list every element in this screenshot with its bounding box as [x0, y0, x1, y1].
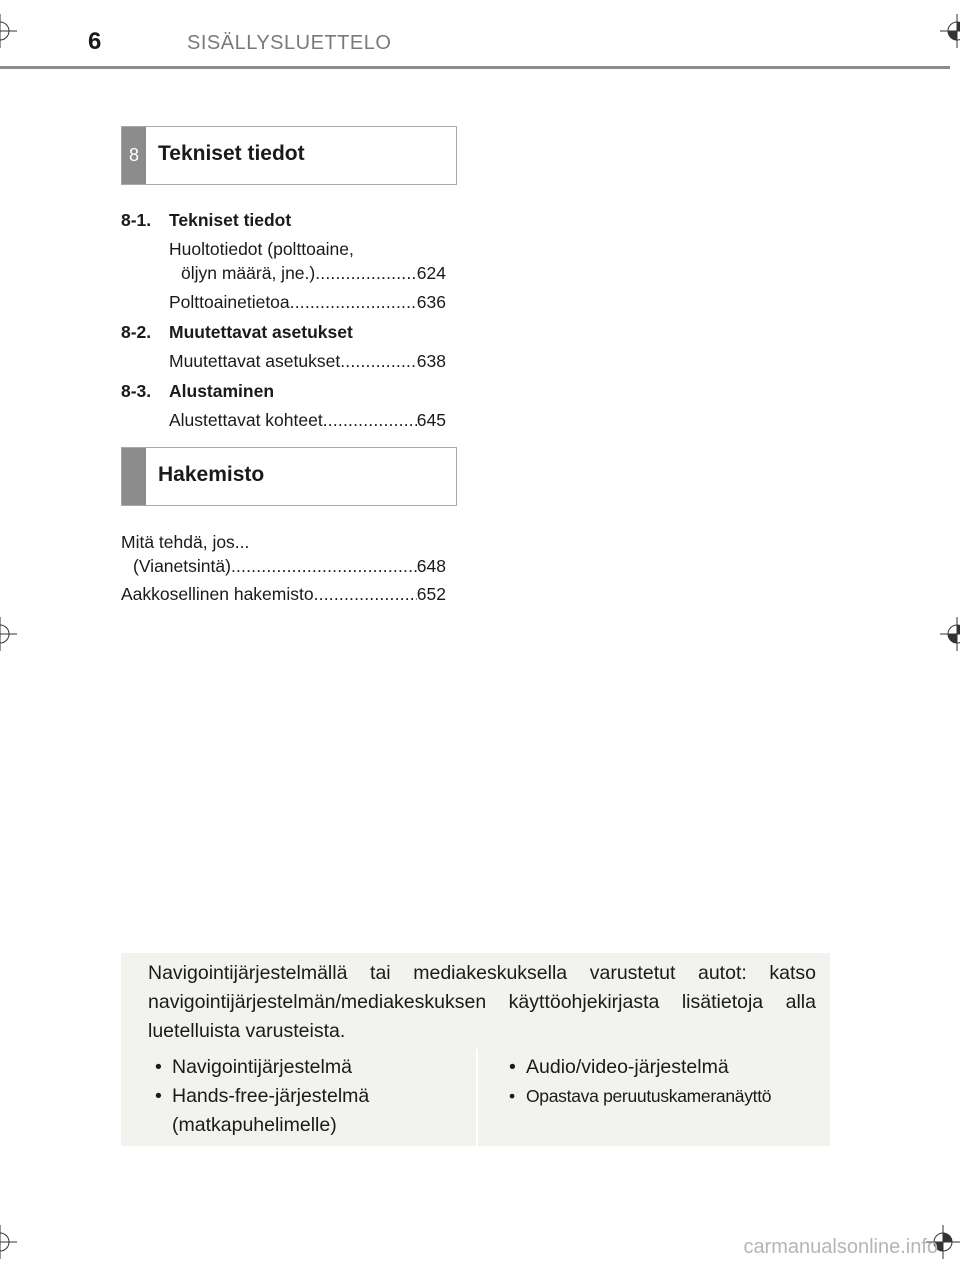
leader-dots: [315, 263, 417, 284]
list-item-text: Audio/video-järjestelmä: [526, 1056, 729, 1078]
toc-entry[interactable]: [169, 410, 446, 431]
notice-text: Navigointijärjestelmällä tai mediakeskuksella varustetut autot: katso navigointijärjestelmän/mediakeskuksen käyttöohjekirjasta lisätietoja alla luetelluista varusteista.: [148, 962, 816, 1042]
chapter-number: 8-3.: [121, 381, 152, 401]
toc-entry-text: (Vianetsintä): [133, 556, 231, 576]
toc-page-number: 645: [416, 410, 446, 430]
toc-page-number: 636: [416, 292, 446, 312]
toc-page-number: 624: [416, 263, 446, 283]
toc-page-number: 652: [416, 584, 446, 604]
header-divider: [0, 66, 950, 69]
bullet-icon: •: [155, 1056, 162, 1078]
chapter-title: Alustaminen: [169, 381, 275, 401]
list-item: [509, 1053, 771, 1082]
section-header-hakemisto: [121, 447, 457, 506]
chapter-number: 8-1.: [121, 210, 152, 230]
list-item: [509, 1082, 771, 1111]
leader-dots: [340, 351, 417, 372]
crop-mark-mid-right: [940, 617, 960, 651]
toc-entry-text: Alustettavat kohteet: [169, 410, 323, 430]
toc-entry-text: Aakkosellinen hakemisto: [121, 584, 314, 604]
leader-dots: [314, 584, 417, 605]
toc-entry-text: Muutettavat asetukset: [169, 351, 341, 371]
chapter-tab: 8: [122, 127, 146, 184]
list-item-text: Navigointijärjestelmä: [172, 1056, 352, 1078]
section-title: Hakemisto: [158, 463, 265, 486]
leader-dots: [323, 410, 417, 431]
toc-entry[interactable]: [121, 584, 446, 605]
column-divider: [476, 1049, 478, 1146]
bullet-icon: •: [509, 1056, 516, 1078]
toc-entry[interactable]: [133, 556, 446, 577]
toc-entry-text: öljyn määrä, jne.): [181, 263, 316, 283]
bullet-icon: •: [155, 1085, 162, 1107]
crop-mark-bottom-left: [0, 1225, 17, 1259]
bullet-list-right: [509, 1053, 771, 1111]
leader-dots: [290, 292, 417, 313]
notice-box: [121, 953, 830, 1146]
list-item-text: Hands-free-järjestelmä: [172, 1085, 370, 1107]
bullet-list-left: [155, 1053, 369, 1140]
toc-entry[interactable]: [169, 351, 446, 372]
section-title: Tekniset tiedot: [158, 142, 305, 165]
watermark: carmanualsonline.info: [743, 1236, 938, 1258]
chapter-number: 8-2.: [121, 322, 152, 342]
toc-page-number: 648: [416, 556, 446, 576]
list-item-text: (matkapuhelimelle): [172, 1114, 337, 1136]
list-item-text: Opastava peruutuskameranäyttö: [526, 1086, 772, 1106]
toc-entry-line1[interactable]: Mitä tehdä, jos...: [121, 532, 250, 552]
chapter-title: Tekniset tiedot: [169, 210, 292, 230]
section-header-tekniset-tiedot: [121, 126, 457, 185]
page-number: 6: [88, 28, 102, 55]
toc-entry-line1[interactable]: Huoltotiedot (polttoaine,: [169, 239, 354, 259]
toc-page-number: 638: [416, 351, 446, 371]
toc-entry[interactable]: [169, 292, 446, 313]
list-item: [155, 1053, 369, 1082]
chapter-tab: [122, 448, 146, 505]
crop-mark-top-left: [0, 14, 17, 48]
bullet-icon: •: [509, 1086, 515, 1106]
list-item-continuation: [155, 1111, 369, 1140]
header-title: SISÄLLYSLUETTELO: [187, 32, 392, 54]
crop-mark-top-right: [940, 14, 960, 48]
crop-mark-mid-left: [0, 617, 17, 651]
toc-entry[interactable]: [181, 263, 446, 284]
leader-dots: [231, 556, 417, 577]
toc-entry-text: Polttoainetietoa: [169, 292, 290, 312]
list-item: [155, 1082, 369, 1111]
chapter-title: Muutettavat asetukset: [169, 322, 353, 342]
